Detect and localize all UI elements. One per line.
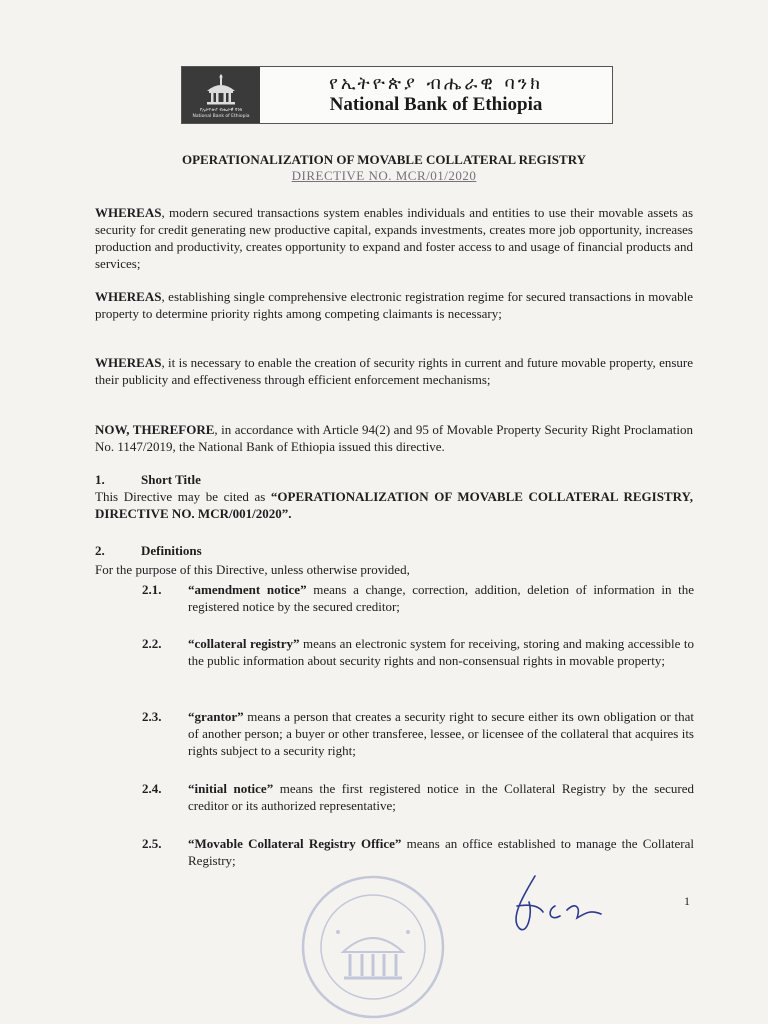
- definition-term: “collateral registry”: [188, 636, 300, 651]
- section-title: Definitions: [141, 543, 202, 558]
- definition-body: means an office established to manage the Collateral Registry;: [188, 836, 694, 868]
- enacting-text: , in accordance with Article 94(2) and 95 of Movable Property Security Right Proclamation No. 1147/2019, the National Bank of Ethiopia issued this directive.: [95, 422, 693, 454]
- definitions-intro: For the purpose of this Directive, unless otherwise provided,: [95, 562, 410, 577]
- bank-logo: [182, 67, 260, 123]
- bank-name-english: National Bank of Ethiopia: [329, 94, 543, 115]
- short-title-text: [95, 488, 693, 522]
- recital-text: , it is necessary to enable the creation of security rights in current and future movable property, ensure their publicity and effectiveness through efficient enforcement mechanisms;: [95, 355, 693, 387]
- logo-caption-english: National Bank of Ethiopia: [192, 114, 250, 119]
- enacting-clause: [95, 421, 693, 455]
- definition-number: 2.5.: [142, 836, 162, 851]
- definition-number: 2.3.: [142, 709, 162, 724]
- definition-body: means a person that creates a security right to secure either its own obligation or that of another person; a buyer or other transferee, lessee, or licensee of the collateral that acquires its rights subject to a security right;: [188, 709, 694, 758]
- section-number: 2.: [95, 543, 105, 558]
- page-number: 1: [684, 894, 690, 908]
- definition-number: 2.4.: [142, 781, 162, 796]
- recital-lead: WHEREAS: [95, 355, 162, 370]
- short-title-prefix: This Directive may be cited as: [95, 489, 271, 504]
- recital-paragraph: [95, 354, 693, 388]
- definition-term: “grantor”: [188, 709, 244, 724]
- enacting-lead: NOW, THEREFORE: [95, 422, 215, 437]
- recital-text: , establishing single comprehensive electronic registration regime for secured transactions in movable property to determine priority rights among competing claimants is necessary;: [95, 289, 693, 321]
- section-title: Short Title: [141, 472, 201, 487]
- definition-item: [142, 708, 694, 759]
- section-heading-short-title: [95, 472, 201, 488]
- bank-building-icon: [201, 71, 241, 107]
- definition-text: [188, 835, 694, 869]
- definition-text: [188, 635, 694, 669]
- definition-term: “amendment notice”: [188, 582, 307, 597]
- official-seal-icon: [298, 872, 448, 1022]
- definition-item: [142, 635, 694, 669]
- definition-text: [188, 780, 694, 814]
- definition-item: [142, 835, 694, 869]
- short-title-citation: “OPERATIONALIZATION OF MOVABLE COLLATERAL REGISTRY, DIRECTIVE NO. MCR/001/2020”.: [95, 489, 693, 521]
- definition-item: [142, 780, 694, 814]
- definition-term: “initial notice”: [188, 781, 274, 796]
- recital-paragraph: [95, 204, 693, 272]
- definition-body: means an electronic system for receiving, storing and making accessible to the public information about security rights and non-consensual rights in movable property;: [188, 636, 694, 668]
- definition-number: 2.2.: [142, 636, 162, 651]
- definition-text: [188, 708, 694, 759]
- definition-item: [142, 581, 694, 615]
- bank-name-amharic: የኢትዮጵያ ብሔራዊ ባንክ: [329, 73, 543, 94]
- section-number: 1.: [95, 472, 105, 487]
- logo-caption-amharic: የኢትዮጵያ ብሔራዊ ባንክ: [199, 108, 243, 113]
- definition-text: [188, 581, 694, 615]
- letterhead: [181, 66, 613, 124]
- document-title: OPERATIONALIZATION OF MOVABLE COLLATERAL REGISTRY: [181, 152, 587, 167]
- handwritten-signature-icon: [505, 866, 615, 946]
- definition-number: 2.1.: [142, 582, 162, 597]
- directive-number: DIRECTIVE NO. MCR/01/2020: [291, 168, 477, 183]
- definition-term: “Movable Collateral Registry Office”: [188, 836, 402, 851]
- recital-paragraph: [95, 288, 693, 322]
- recital-lead: WHEREAS: [95, 289, 162, 304]
- recital-lead: WHEREAS: [95, 205, 162, 220]
- section-heading-definitions: [95, 543, 202, 559]
- recital-text: , modern secured transactions system enables individuals and entities to use their movable assets as security for credit generating new productive capital, expands investments, creates more job opportunity, increases production and productivity, creates opportunity to expand and foster access to and usage of financial products and services;: [95, 205, 693, 271]
- definition-body: means the first registered notice in the Collateral Registry by the secured creditor or its authorized representative;: [188, 781, 695, 813]
- letterhead-text: [260, 67, 612, 123]
- definition-body: means a change, correction, addition, deletion of information in the registered notice by the secured creditor;: [188, 582, 694, 614]
